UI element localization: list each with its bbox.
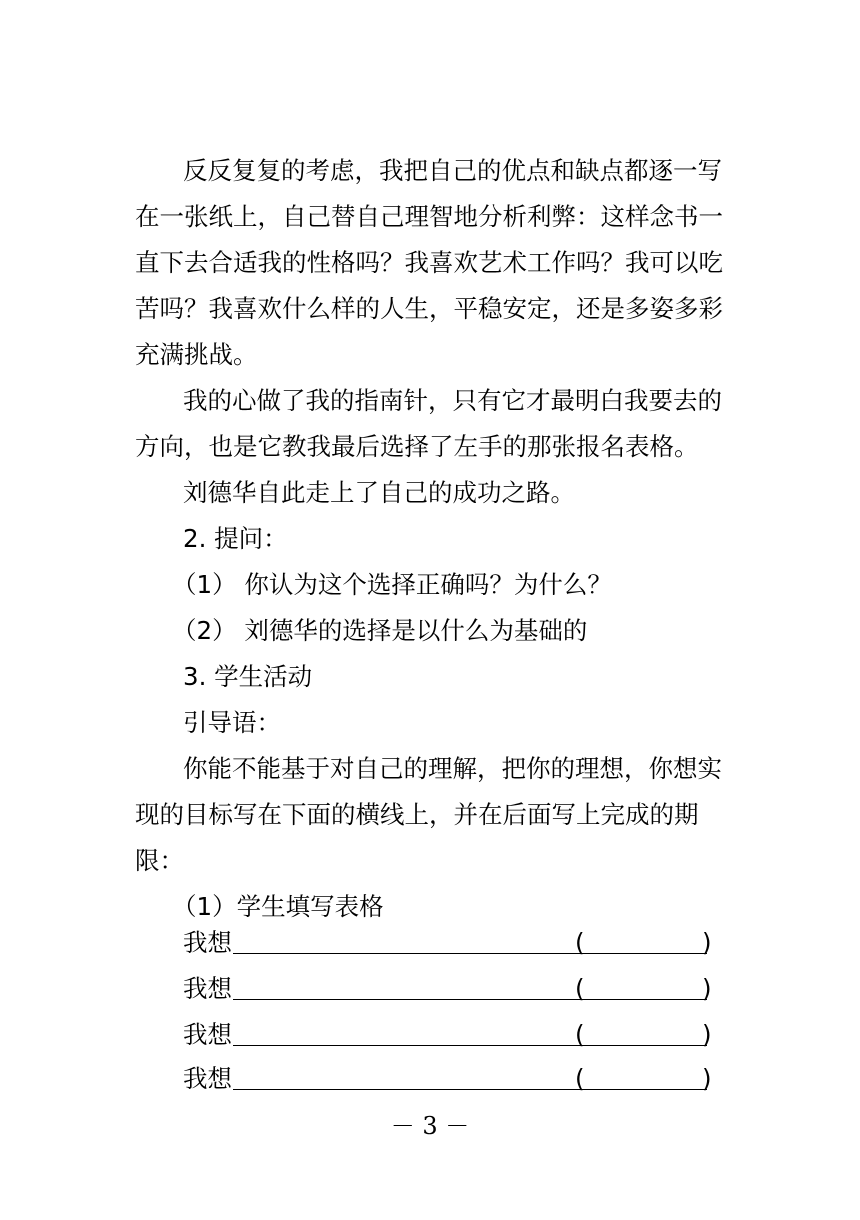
paren-open: ( xyxy=(575,928,585,957)
story-line: 反反复复的考虑，我把自己的优点和缺点都逐一写 xyxy=(183,156,722,185)
goal-blank-line[interactable] xyxy=(233,953,608,954)
goal-blank-line[interactable] xyxy=(233,1045,608,1046)
goal-blank-line[interactable] xyxy=(233,1089,608,1090)
fill-in-row xyxy=(183,1012,743,1058)
paren-close: ) xyxy=(702,1020,712,1049)
guide-label: 引导语： xyxy=(183,708,281,737)
fill-in-label: 我想 xyxy=(183,928,232,957)
section-heading: 2. 提问： xyxy=(183,524,288,553)
fill-in-row xyxy=(183,966,743,1012)
story-line: 我的心做了我的指南针，只有它才最明白我要去的 xyxy=(183,386,722,415)
question-item: （1） 你认为这个选择正确吗？为什么？ xyxy=(172,570,612,599)
deadline-blank-line[interactable] xyxy=(587,953,707,954)
fill-in-label: 我想 xyxy=(183,1020,232,1049)
paren-open: ( xyxy=(575,1020,585,1049)
fill-in-label: 我想 xyxy=(183,1064,232,1093)
task-label: （1）学生填写表格 xyxy=(172,892,384,921)
fill-in-label: 我想 xyxy=(183,974,232,1003)
page-number: － 3 － xyxy=(390,1112,470,1140)
question-item: （2） 刘德华的选择是以什么为基础的 xyxy=(172,616,588,645)
story-line: 在一张纸上，自己替自己理智地分析利弊：这样念书一 xyxy=(135,202,723,231)
deadline-blank-line[interactable] xyxy=(587,1045,707,1046)
fill-in-row xyxy=(183,920,743,966)
paren-close: ) xyxy=(702,974,712,1003)
guide-text-line: 限： xyxy=(135,846,184,875)
paren-open: ( xyxy=(575,974,585,1003)
goal-blank-line[interactable] xyxy=(233,999,608,1000)
paren-open: ( xyxy=(575,1064,585,1093)
fill-in-row xyxy=(183,1056,743,1102)
story-line: 充满挑战。 xyxy=(135,340,258,369)
story-line: 刘德华自此走上了自己的成功之路。 xyxy=(183,478,575,507)
story-line: 苦吗？我喜欢什么样的人生，平稳安定，还是多姿多彩 xyxy=(135,294,723,323)
story-line: 方向，也是它教我最后选择了左手的那张报名表格。 xyxy=(135,432,699,461)
section-heading: 3. 学生活动 xyxy=(183,662,313,691)
paren-close: ) xyxy=(702,1064,712,1093)
deadline-blank-line[interactable] xyxy=(587,1089,707,1090)
guide-text-line: 现的目标写在下面的横线上，并在后面写上完成的期 xyxy=(135,800,699,829)
paren-close: ) xyxy=(702,928,712,957)
guide-text-line: 你能不能基于对自己的理解，把你的理想，你想实 xyxy=(183,754,722,783)
deadline-blank-line[interactable] xyxy=(587,999,707,1000)
story-line: 直下去合适我的性格吗？我喜欢艺术工作吗？我可以吃 xyxy=(135,248,723,277)
